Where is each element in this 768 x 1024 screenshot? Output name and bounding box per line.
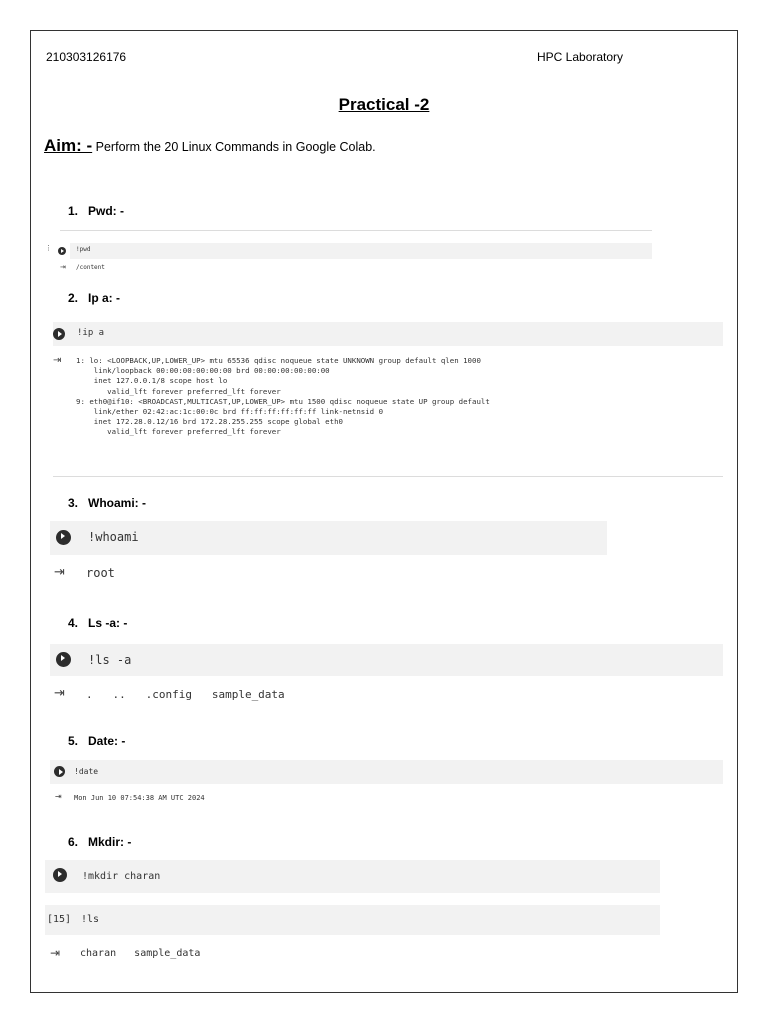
code-cell-mkdir[interactable]	[45, 860, 660, 893]
play-icon[interactable]	[54, 766, 65, 777]
section-number: 2.	[68, 291, 79, 305]
output-arrow-icon: ⇥	[60, 263, 66, 271]
code-cell-whoami[interactable]	[50, 521, 607, 555]
section-number: 3.	[68, 496, 79, 510]
output-line: link/loopback 00:00:00:00:00:00 brd 00:00:00:00:00:00	[76, 366, 330, 376]
output-arrow-icon: ⇥	[50, 946, 61, 960]
output-line: inet 172.28.0.12/16 brd 172.28.255.255 scope global eth0	[76, 417, 343, 427]
section-title: Ip a: -	[88, 291, 120, 305]
code-input[interactable]: !mkdir charan	[82, 871, 161, 882]
cell-output: . .. .config sample_data	[86, 688, 285, 701]
code-cell-ip[interactable]	[53, 322, 723, 346]
aim-text: Perform the 20 Linux Commands in Google Colab.	[92, 140, 376, 154]
output-line: valid_lft forever preferred_lft forever	[76, 427, 281, 437]
code-cell-ls-list[interactable]	[45, 905, 660, 935]
code-input[interactable]: !ls	[81, 914, 100, 925]
aim	[44, 136, 376, 156]
ip-output	[76, 356, 490, 438]
cell-output: /content	[76, 264, 105, 271]
section-number: 6.	[68, 835, 79, 849]
code-input[interactable]: !ls -a	[88, 653, 132, 667]
output-arrow-icon: ⇥	[53, 355, 62, 366]
section-title: Date: -	[88, 734, 126, 748]
play-icon[interactable]	[53, 868, 67, 882]
section-title: Whoami: -	[88, 496, 146, 510]
aim-label: Aim: -	[44, 136, 93, 155]
section-heading-pwd	[68, 204, 124, 218]
collapse-icon[interactable]: ⋮	[45, 244, 52, 252]
section-heading-mkdir	[68, 835, 131, 849]
code-cell-ls[interactable]	[50, 644, 723, 676]
divider	[53, 476, 723, 477]
section-number: 5.	[68, 734, 79, 748]
student-id: 210303126176	[46, 50, 127, 64]
section-heading-ip	[68, 291, 120, 305]
output-line: valid_lft forever preferred_lft forever	[76, 386, 281, 396]
execution-count: [15]	[47, 914, 72, 925]
output-arrow-icon: ⇥	[55, 792, 62, 801]
cell-output: Mon Jun 10 07:54:38 AM UTC 2024	[74, 794, 205, 802]
code-input[interactable]: !whoami	[88, 530, 139, 544]
course-name: HPC Laboratory	[537, 50, 624, 64]
output-arrow-icon: ⇥	[54, 686, 65, 701]
play-icon[interactable]	[58, 247, 66, 255]
section-title: Mkdir: -	[88, 835, 132, 849]
section-number: 1.	[68, 204, 79, 218]
section-heading-ls	[68, 616, 127, 630]
play-icon[interactable]	[56, 530, 71, 545]
section-title: Pwd: -	[88, 204, 124, 218]
cell-output: charan sample_data	[80, 948, 201, 959]
page-title: Practical -2	[338, 95, 430, 114]
code-cell-pwd[interactable]	[70, 243, 652, 259]
output-arrow-icon: ⇥	[54, 565, 65, 580]
section-number: 4.	[68, 616, 79, 630]
output-line: link/ether 02:42:ac:1c:00:0c brd ff:ff:ff:ff:ff:ff link-netnsid 0	[76, 407, 384, 417]
play-icon[interactable]	[53, 328, 65, 340]
output-line: inet 127.0.0.1/8 scope host lo	[76, 376, 228, 386]
page-border	[30, 30, 738, 993]
code-cell-date[interactable]	[50, 760, 723, 784]
play-icon[interactable]	[56, 652, 71, 667]
section-heading-date	[68, 734, 125, 748]
divider	[60, 230, 652, 231]
code-input[interactable]: !ip a	[77, 328, 105, 338]
output-line: 1: lo: <LOOPBACK,UP,LOWER_UP> mtu 65536 qdisc noqueue state UNKNOWN group default qlen 1000	[76, 356, 481, 365]
output-line: 9: eth0@if10: <BROADCAST,MULTICAST,UP,LOWER_UP> mtu 1500 qdisc noqueue state UP group default	[76, 396, 490, 406]
code-input[interactable]: !date	[74, 767, 99, 776]
section-heading-whoami	[68, 496, 146, 510]
section-title: Ls -a: -	[88, 616, 128, 630]
cell-output: root	[86, 566, 115, 580]
code-input[interactable]: !pwd	[76, 246, 91, 253]
